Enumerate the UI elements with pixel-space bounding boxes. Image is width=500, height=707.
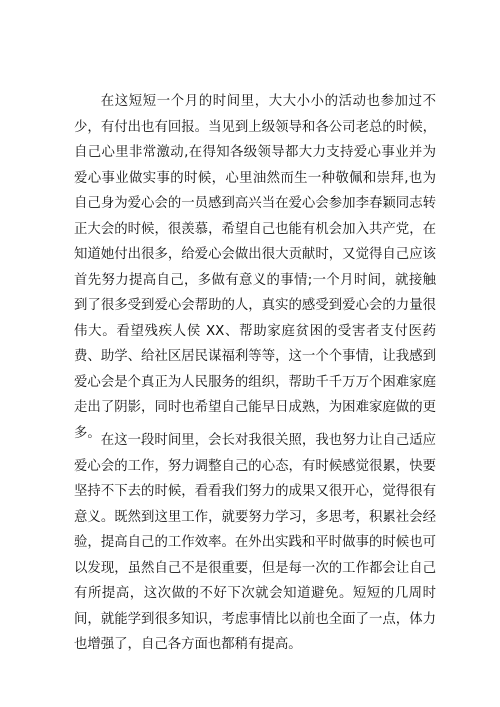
body-paragraph-2: 在这一段时间里，会长对我很关照，我也努力让自己适应爱心会的工作，努力调整自己的心态，有时候感觉很累，快要坚持不下去的时候，看看我们努力的成果又很开心，觉得很有意义。既然到这里工作，就要努力学习，多思考，积累社会经验，提高自己的工作效率。在外出实践和平时做事的时候也可以发现，虽然自己不是很重要，但是每一次的工作都会让自己有所提高，这次做的不好下次就会知道避免。短短的几周时间，就能学到很多知识，考虑事情比以前也全面了一点，体力也增强了，自己各方面也都稍有提高。 xyxy=(74,433,436,652)
body-paragraph-1: 在这短短一个月的时间里，大大小小的活动也参加过不少，有付出也有回报。当见到上级领导和各公司老总的时候，自己心里非常激动,在得知各级领导都大力支持爱心事业并为爱心事业做实事的时候，心里油然而生一种敬佩和崇拜,也为自己身为爱心会的一员感到高兴当在爱心会参加李春颖同志转正大会的时候，很羡慕，希望自己也能有机会加入共产党，在知道她付出很多，给爱心会做出很大贡献时，又觉得自己应该首先努力提高自己，多做有意义的事情;一个月时间，就接触到了很多受到爱心会帮助的人，真实的感受到爱心会的力量很伟大。看望残疾人侯 XX、帮助家庭贫困的受害者支付医药费、助学、给社区居民谋福利等等，这一个个事情，让我感到爱心会是个真正为人民服务的组织，帮助千千万万个困难家庭走出了阴影，同时也希望自己能早日成熟，为困难家庭做的更多。 xyxy=(74,94,436,441)
